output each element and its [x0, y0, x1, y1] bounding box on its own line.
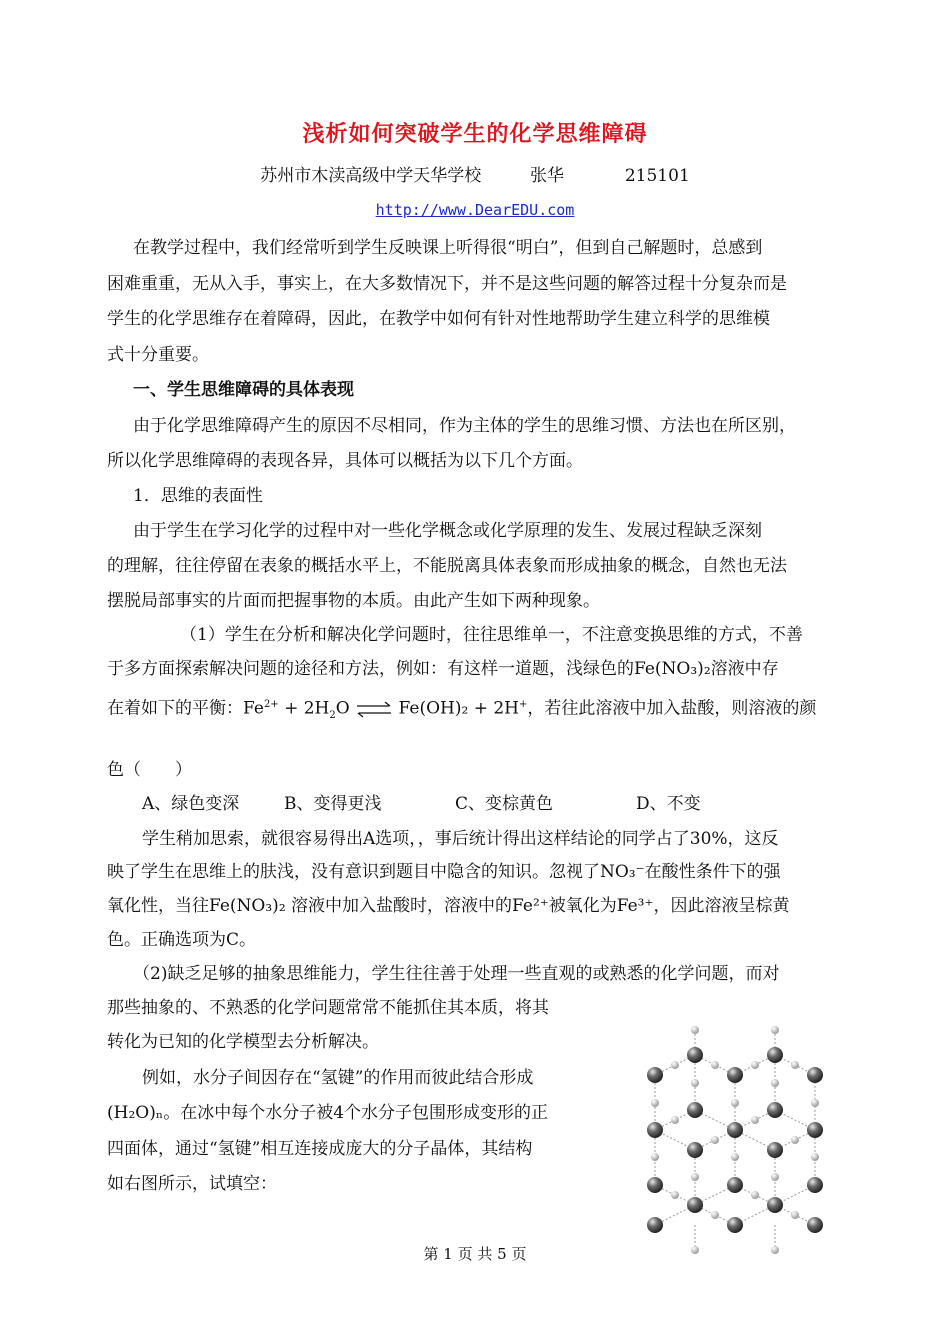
text-line: 例如，水分子间因存在“氢键”的作用而彼此结合形成: [142, 1068, 534, 1088]
option-b: B、变得更浅: [284, 794, 382, 814]
text-line: 由于化学思维障碍产生的原因不尽相同，作为主体的学生的思维习惯、方法也在所区别，: [133, 416, 796, 436]
text-line: 氧化性，当往Fe(NO₃)₂ 溶液中加入盐酸时，溶液中的Fe²⁺被氧化为Fe³⁺，因此溶液呈棕黄: [107, 896, 790, 916]
text-line: 于多方面探索解决问题的途径和方法，例如：有这样一道题，浅绿色的Fe(NO₃)₂溶液中存: [107, 659, 779, 679]
equation-line: 在着如下的平衡：$Fe^{2+} + 2H_2O$ Fe(OH)₂ + 2H+，若往此溶液中加入盐酸，则溶液的颜: [107, 698, 817, 722]
section-heading: 一、学生思维障碍的具体表现: [133, 380, 354, 400]
text-line: 学生的化学思维存在着障碍，因此，在教学中如何有针对性地帮助学生建立科学的思维模: [107, 309, 770, 329]
text-line: （1）学生在分析和解决化学问题时，往往思维单一，不注意变换思维的方式，不善: [180, 625, 803, 645]
author-zip: 215101: [624, 166, 690, 186]
text-line: 由于学生在学习化学的过程中对一些化学概念或化学原理的发生、发展过程缺乏深刻: [133, 521, 762, 541]
text-line: 色。正确选项为C。: [107, 930, 257, 950]
text-line: 的理解，往往停留在表象的概括水平上，不能脱离具体表象而形成抽象的概念，自然也无法: [107, 556, 787, 576]
author-line: [0, 161, 950, 186]
author-name: 张华: [530, 166, 565, 186]
text-line: （2)缺乏足够的抽象思维能力，学生往往善于处理一些直观的或熟悉的化学问题，而对: [133, 964, 780, 984]
text-line: 那些抽象的、不熟悉的化学问题常常不能抓住其本质，将其: [107, 998, 549, 1018]
text-line: (H₂O)ₙ。在冰中每个水分子被4个水分子包围形成变形的正: [107, 1103, 549, 1123]
text-line: 色（ ）: [107, 760, 192, 780]
author-school: 苏州市木渎高级中学天华学校: [260, 166, 482, 186]
text-line: 如右图所示，试填空：: [107, 1174, 277, 1194]
website-link[interactable]: http://www.DearEDU.com: [375, 201, 575, 219]
option-a: A、绿色变深: [142, 794, 240, 814]
option-d: D、不变: [636, 794, 701, 814]
text-line: 所以化学思维障碍的表现各异，具体可以概括为以下几个方面。: [107, 451, 583, 471]
text-line: 转化为已知的化学模型去分析解决。: [107, 1032, 379, 1052]
ice-crystal-structure-icon: [630, 1015, 845, 1255]
equilibrium-arrow-icon: [355, 698, 393, 720]
text-line: 在教学过程中，我们经常听到学生反映课上听得很“明白”，但到自己解题时，总感到: [133, 238, 763, 258]
subsection-heading: 1．思维的表面性: [133, 486, 263, 506]
text-line: 四面体，通过“氢键”相互连接成庞大的分子晶体，其结构: [107, 1139, 533, 1159]
text-line: 摆脱局部事实的片面而把握事物的本质。由此产生如下两种现象。: [107, 591, 600, 611]
article-title: 浅析如何突破学生的化学思维障碍: [302, 121, 648, 147]
text-line: 映了学生在思维上的肤浅，没有意识到题目中隐含的知识。忽视了NO₃⁻在酸性条件下的强: [107, 862, 781, 882]
text-line: 困难重重，无从入手，事实上，在大多数情况下，并不是这些问题的解答过程十分复杂而是: [107, 274, 787, 294]
page-footer: 第 1 页 共 5 页: [423, 1245, 527, 1263]
text-line: 学生稍加思索，就很容易得出A选项，，事后统计得出这样结论的同学占了30%，这反: [142, 829, 779, 849]
option-c: C、变棕黄色: [455, 794, 554, 814]
text-line: 式十分重要。: [107, 345, 209, 365]
